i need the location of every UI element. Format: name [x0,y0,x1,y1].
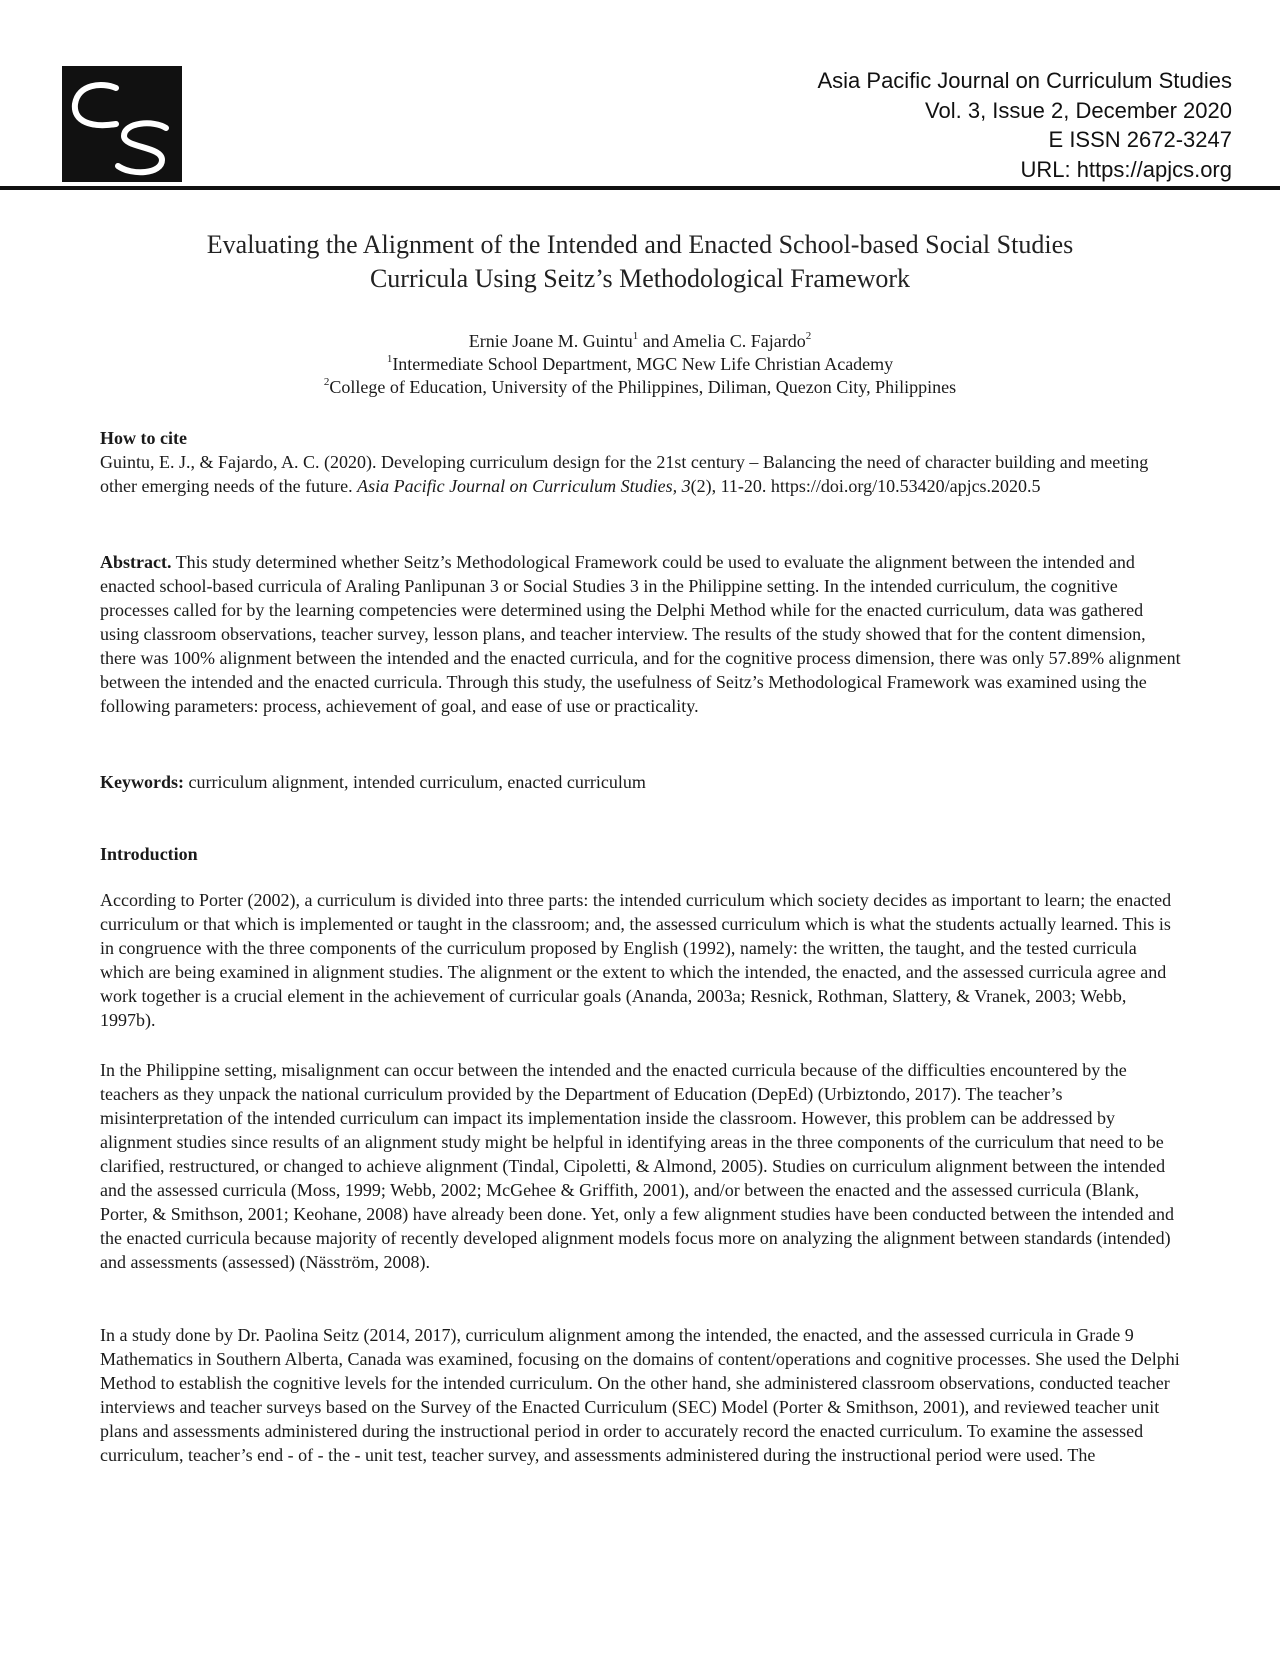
affiliation-1 [60,353,1220,376]
cs-logo-mark [62,66,182,182]
affiliation-2-sup: 2 [323,376,330,388]
citation-heading: How to cite [100,428,187,448]
abstract-text: This study determined whether Seitz’s Methodological Framework could be used to evaluate the alignment between the intended and enacted school-based curricula of Araling Panlipunan 3 or Social Studies 3 in the Philippine setting. In the intended curriculum, the cognitive processes called for by the learning competencies were determined using the Delphi Method while for the enacted curriculum, data was gathered using classroom observations, teacher survey, lesson plans, and teacher interview. The results of the study showed that for the content dimension, there was 100% alignment between the intended and the enacted curricula, and for the cognitive process dimension, there was only 57.89% alignment between the intended and the enacted curricula. Through this study, the usefulness of Seitz’s Methodological Framework was examined using the following parameters: process, achievement of goal, and ease of use or practicality. [100,552,1181,716]
author-conjunction: and [642,331,669,351]
keywords-label: Keywords: [100,772,184,792]
introduction-heading: Introduction [100,844,198,864]
paper-title-line-2: Curricula Using Seitz’s Methodological Framework [369,264,911,293]
author-2: Amelia C. Fajardo [672,331,806,351]
citation-text [100,450,1182,498]
citation-text-main: Guintu, E. J., & Fajardo, A. C. (2020). Developing curriculum design for the 21st century – Balancing the need of character building and meeting other emerging needs of the future. [100,452,1149,496]
introduction-paragraph-3: In a study done by Dr. Paolina Seitz (2014, 2017), curriculum alignment among the intended, the enacted, and the assessed curricula in Grade 9 Mathematics in Southern Alberta, Canada was examined, focusing on the domains of content/operations and cognitive processes. She used the Delphi Method to establish the cognitive levels for the intended curriculum. On the other hand, she administered classroom observations, conducted teacher interviews and teacher surveys based on the Survey of the Enacted Curriculum (SEC) Model (Porter & Smithson, 2001), and reviewed teacher unit plans and assessments administered during the instructional period in order to accurately record the enacted curriculum. To examine the assessed curriculum, teacher’s end - of - the - unit test, teacher survey, and assessments administered during the instructional period were used. The [100,1325,1180,1465]
affiliation-2 [60,376,1220,399]
journal-volume: Vol. 3, Issue 2, December 2020 [925,97,1232,123]
paper-title-line-1: Evaluating the Alignment of the Intended and Enacted School-based Social Studies [206,230,1074,259]
journal-info [612,66,1232,184]
affiliation-1-text: Intermediate School Department, MGC New Life Christian Academy [392,354,894,374]
journal-issn: E ISSN 2672-3247 [1048,127,1232,152]
author-names [60,330,1220,353]
author-1: Ernie Joane M. Guintu [468,331,633,351]
author-block [60,330,1220,399]
affiliation-1-sup: 1 [386,353,393,365]
header-divider [0,186,1280,190]
citation-journal: Asia Pacific Journal on Curriculum Studies, 3 [357,476,691,496]
abstract-label: Abstract. [100,552,172,572]
abstract [100,550,1182,718]
introduction-paragraph-2: In the Philippine setting, misalignment can occur between the intended and the enacted curricula because of the difficulties encountered by the teachers as they unpack the national curriculum provided by the Department of Education (DepEd) (Urbiztondo, 2017). The teacher’s misinterpretation of the intended curriculum can impact its implementation inside the classroom. However, this problem can be addressed by alignment studies since results of an alignment study might be helpful in identifying areas in the three components of the curriculum that need to be clarified, restructured, or changed to achieve alignment (Tindal, Cipoletti, & Almond, 2005). Studies on curriculum alignment between the intended and the assessed curricula (Moss, 1999; Webb, 2002; McGehee & Griffith, 2001), and/or between the enacted and the assessed curricula (Blank, Porter, & Smithson, 2001; Keohane, 2008) have already been done. Yet, only a few alignment studies have been conducted between the intended and the enacted curricula because majority of recently developed alignment models focus more on analyzing the alignment between standards (intended) and assessments (assessed) (Näsström, 2008). [100,1060,1174,1272]
citation-text-tail: (2), 11-20. https://doi.org/10.53420/apjcs.2020.5 [690,476,1041,496]
journal-url[interactable]: URL: https://apjcs.org [1020,156,1232,182]
author-1-sup: 1 [632,330,639,342]
keywords-text: curriculum alignment, intended curriculum, enacted curriculum [188,772,646,792]
citation-block [100,426,1182,498]
author-2-sup: 2 [805,330,812,342]
journal-logo [62,66,182,182]
keywords [100,770,1182,794]
paper-title [60,228,1220,296]
journal-name: Asia Pacific Journal on Curriculum Studies [817,68,1232,93]
affiliation-2-text: College of Education, University of the Philippines, Diliman, Quezon City, Philippines [329,377,957,397]
introduction-paragraph-1: According to Porter (2002), a curriculum is divided into three parts: the intended curriculum which society decides as important to learn; the enacted curriculum or that which is implemented or taught in the classroom; and, the assessed curriculum which is what the students actually learned. This is in congruence with the three components of the curriculum proposed by English (1992), namely: the written, the taught, and the tested curricula which are being examined in alignment studies. The alignment or the extent to which the intended, the enacted, and the assessed curricula agree and work together is a crucial element in the achievement of curricular goals (Ananda, 2003a; Resnick, Rothman, Slattery, & Vranek, 2003; Webb, 1997b). [100,890,1172,1030]
